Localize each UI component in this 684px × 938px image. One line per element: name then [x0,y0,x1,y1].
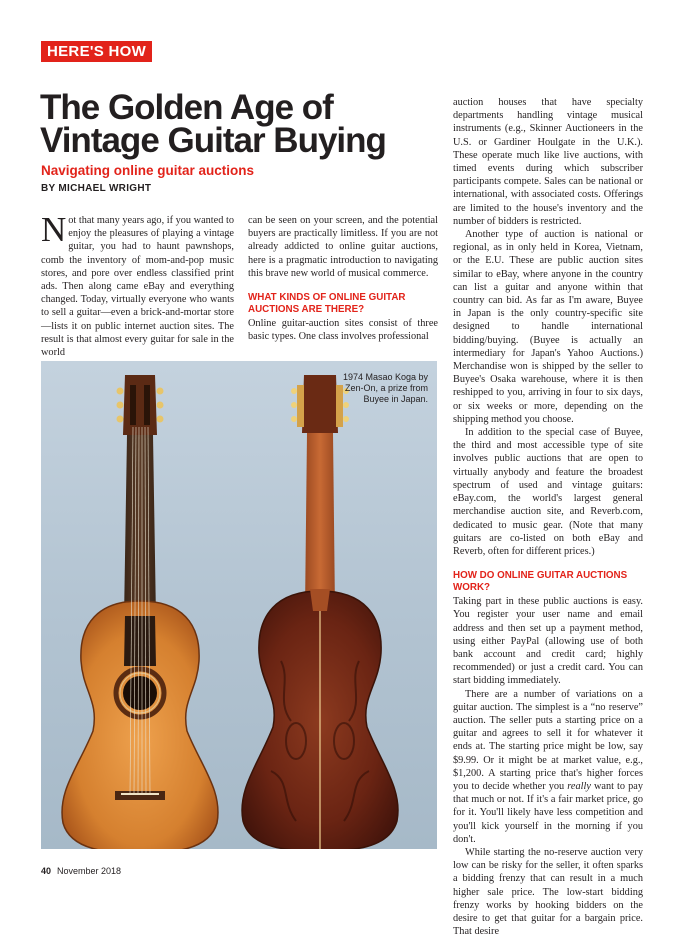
article-title: The Golden Age of Vintage Guitar Buying [40,88,386,160]
column-3 [453,96,643,938]
paragraph-text: want to pay that much or not. If it's a fair market price, go for it. You'll likely have less competition and you'll kick yourself in the morning if you don't. [453,780,643,845]
paragraph [453,688,643,846]
drop-cap: N [41,210,67,249]
article-subtitle: Navigating online guitar auctions [41,163,255,178]
paragraph: Online guitar-auction sites consist of three basic types. One class involves professional [248,318,438,343]
byline: BY MICHAEL WRIGHT [41,183,152,194]
paragraph: While starting the no-reserve auction very low can be risky for the seller, it often sparks a bidding frenzy that can result in a much higher sale price. The low-start bidding frenzy works by hooking bidders on the desire to get that guitar for a bargain price. That desire [453,846,643,938]
section-badge: HERE'S HOW [41,41,152,62]
photo-caption: 1974 Masao Koga by Zen-On, a prize from Buyee in Japan. [342,372,428,404]
paragraph-text: ot that many years ago, if you wanted to enjoy the pleasures of playing a vintage guitar, you had to haunt pawnshops, comb the inventory of mom-and-pop music stores, and pore over endless classified print ads. Then along came eBay and everything changed. Today, virtually everyone who wants to sell a guitar—even a brick-and-mortar store—lists it on public internet auction sites. The result is that almost every guitar for sale in the world [41,215,234,359]
column-1 [41,210,234,359]
column-2 [248,214,438,343]
paragraph-text: There are a number of variations on a guitar auction. The simplest is a “no reserve” auction. The seller puts a starting price on a guitar and agrees to sell it for whatever it ends at. The starting price might be low, say $9.99. Or it might be at market value, e.g., $1,200. A starting price that's higher forces you to decide whether you [453,688,643,792]
paragraph: auction houses that have specialty departments handling vintage musical instruments (e.g., Skinner Auctioneers in the U.S. or Gardiner Houlgate in the U.K.). These operate much like live auctions, with timed events during which subscriber participants compete. Sales can be national or international, with associated costs. Offerings are limited to the house's inventory and the number of bidders is restricted. [453,97,643,227]
paragraph: Taking part in these public auctions is easy. You register your user name and email address and then set up a payment method, using either PayPal (allowing use of both bank account and credit card; highly recommended) or just a credit card. You can start bidding immediately. [453,596,643,687]
paragraph: Another type of auction is national or regional, as in only held in Korea, Vietnam, or the E.U. These are public auction sites similar to eBay, where anyone in the country can list a guitar and anyone within that country can bid. As far as I'm aware, Buyee in Japan is the only country-specific site designed to handle international bidding/buying. (Buyee is actually an intermediary for Japan's Yahoo Auctions.) Merchandise won is shipped by the seller to Buyee's Osaka warehouse, where it is then reshipped to you, arriving in four to six days, or six weeks or more, depending on the shipping method you choose. [453,229,643,425]
section-heading: HOW DO ONLINE GUITAR AUCTIONS WORK? [453,570,628,593]
guitar-photo [41,361,437,849]
emphasis: really [567,780,591,792]
page-footer [41,866,121,876]
page-number: 40 [41,866,52,876]
guitar-back [242,375,398,849]
section-heading: WHAT KINDS OF ONLINE GUITAR AUCTIONS ARE THERE? [248,292,406,315]
guitar-front [62,375,218,849]
paragraph [41,210,234,359]
paragraph: can be seen on your screen, and the potential buyers are practically limitless. If you are not already addicted to online guitar auctions, here is a pragmatic introduction to navigating this brave new world of musical commerce. [248,215,438,279]
paragraph: In addition to the special case of Buyee, the third and most accessible type of site involves public auctions that are open to virtually anybody and feature the broadest spectrum of used and vintage guitars: eBay.com, the world's largest general merchandise auction site, and Reverb.com, dedicated to music gear. (Note that many guitars are co-listed on both eBay and Reverb, often for different prices.) [453,427,643,557]
guitar-illustration [41,361,437,849]
issue-date: November 2018 [57,866,122,876]
